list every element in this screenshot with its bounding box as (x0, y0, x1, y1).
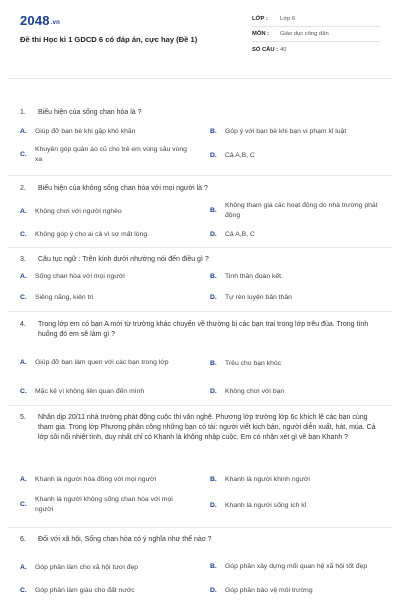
meta-value: Giáo dục công dân (280, 31, 329, 37)
meta-row-class (252, 12, 380, 27)
divider (8, 175, 392, 176)
option-letter: A. (20, 208, 27, 216)
question-1-option-b[interactable] (210, 126, 380, 138)
question-2-option-c[interactable] (20, 229, 192, 241)
meta-key: MÔN : (252, 31, 270, 37)
question-5-option-a[interactable] (20, 474, 192, 486)
question-6 (20, 535, 382, 545)
option-letter: C. (20, 294, 27, 302)
option-text: Không góp ý cho ai cả vì sợ mất lòng (35, 231, 148, 239)
option-text: Không tham gia các hoạt động do nhà trường phát động (225, 202, 378, 219)
option-text: Cả A,B, C (225, 231, 255, 239)
option-letter: D. (210, 587, 217, 595)
question-1-option-d[interactable] (210, 150, 380, 162)
option-text: Góp phần làm cho xã hội tươi đẹp (35, 564, 139, 572)
option-letter: C. (20, 388, 27, 396)
question-3-option-a[interactable] (20, 271, 192, 283)
option-text: Khanh là người không sống chan hòa với mọi người (35, 496, 173, 513)
option-letter: B. (210, 128, 217, 136)
site-logo[interactable]: 2048.vn (20, 13, 61, 28)
question-3-option-d[interactable] (210, 292, 380, 304)
divider (8, 247, 392, 248)
option-text: Mặc kệ vì không liên quan đến mình (35, 388, 145, 396)
option-letter: D. (210, 294, 217, 302)
question-3-option-c[interactable] (20, 292, 192, 304)
option-text: Góp ý với bạn bè khi bạn vi phạm kỉ luật (225, 128, 347, 136)
option-letter: D. (210, 231, 217, 239)
question-4-option-a[interactable] (20, 352, 192, 374)
question-6-option-d[interactable] (210, 585, 380, 597)
question-5-option-d[interactable] (210, 500, 380, 512)
option-letter: A. (20, 273, 27, 281)
option-letter: B. (210, 207, 217, 215)
question-4-option-c[interactable] (20, 386, 192, 398)
option-text: Góp phần xây dựng mối quan hệ xã hội tốt đẹp (225, 563, 368, 571)
option-letter: A. (20, 359, 27, 367)
question-number: 2. (20, 185, 26, 192)
option-letter: C. (20, 151, 27, 159)
option-letter: B. (210, 273, 217, 281)
meta-value: Lớp 6 (280, 16, 296, 22)
page-header (0, 0, 400, 64)
option-letter: C. (20, 587, 27, 595)
question-number: 4. (20, 321, 26, 328)
question-1 (20, 108, 382, 118)
question-4 (20, 320, 382, 340)
divider (8, 78, 392, 79)
meta-row-count (252, 42, 380, 57)
option-text: Khuyên góp quần áo cũ cho trẻ em vùng sâu vùng xa (35, 146, 187, 163)
option-text: Góp phần bảo vệ môi trường (225, 587, 313, 595)
meta-row-subject (252, 27, 380, 42)
option-text: Tự rèn luyện bản thân (225, 294, 292, 302)
option-letter: B. (210, 360, 217, 368)
option-letter: D. (210, 388, 217, 396)
option-letter: D. (210, 152, 217, 160)
question-text: Đối với xã hội, Sống chan hòa có ý nghĩa như thế nào ? (38, 536, 212, 543)
question-2-option-d[interactable] (210, 229, 380, 241)
question-4-option-d[interactable] (210, 386, 380, 398)
option-letter: A. (20, 476, 27, 484)
option-text: Không chơi với người nghèo (35, 208, 122, 216)
meta-key: LỚP : (252, 16, 268, 22)
meta-key: SỐ CÂU : (252, 46, 279, 53)
option-letter: A. (20, 128, 27, 136)
option-letter: C. (20, 231, 27, 239)
question-3-option-b[interactable] (210, 271, 380, 283)
divider (8, 405, 392, 406)
option-text: Giúp đỡ bạn bè khi gặp khó khăn (35, 128, 136, 136)
option-letter: A. (20, 564, 27, 572)
option-letter: D. (210, 502, 217, 510)
meta-value: 40 (280, 46, 287, 53)
exam-meta (252, 12, 380, 57)
question-2-option-a[interactable] (20, 206, 192, 218)
divider (8, 527, 392, 528)
question-2-option-b[interactable] (210, 200, 380, 222)
option-text: Cả A,B, C (225, 152, 255, 160)
question-1-option-a[interactable] (20, 126, 192, 138)
option-text: Góp phần làm giàu cho đất nước (35, 587, 135, 595)
question-number: 6. (20, 536, 26, 543)
option-text: Khanh là người hòa đồng với mọi người (35, 476, 157, 484)
option-letter: B. (210, 563, 217, 571)
question-number: 5. (20, 414, 26, 421)
option-text: Khanh là người khinh người (225, 476, 310, 484)
question-5-option-c[interactable] (20, 494, 192, 516)
option-text: Giúp đỡ bạn làm quen với các bạn trong lớp (35, 359, 169, 367)
option-letter: B. (210, 476, 217, 484)
question-2 (20, 184, 382, 194)
option-text: Tinh thần đoàn kết. (225, 273, 283, 281)
question-number: 3. (20, 256, 26, 263)
question-text: Nhân dịp 20/11 nhà trường phát động cuộc thi văn nghệ. Phương lớp trưởng lớp 6c khích lệ các bạn cùng tham gia. Trong lớp Phương phân công những bạn có tài: người viết kịch bản, người diễn xuất, hát, múa. Cả lớp sôi nổi nhiệt tình, duy nhất chỉ có Khanh là không nhập cuộc. Em có nhận xét gì về bạn Khanh ? (38, 414, 376, 441)
question-text: Biểu hiện của sống chan hòa là ? (38, 109, 142, 116)
option-text: Sống chan hòa với mọi người (35, 273, 125, 281)
question-text: Câu tục ngữ : Trên kính dưới nhường nói đến điều gì ? (38, 256, 209, 263)
divider (8, 311, 392, 312)
question-6-option-b[interactable] (210, 556, 380, 578)
option-text: Khanh là người sống ích kỉ (225, 502, 307, 510)
question-6-option-c[interactable] (20, 585, 192, 597)
question-6-option-a[interactable] (20, 562, 192, 574)
question-5-option-b[interactable] (210, 474, 380, 486)
option-letter: C. (20, 501, 27, 509)
question-1-option-c[interactable] (20, 144, 192, 166)
question-4-option-b[interactable] (210, 358, 380, 370)
question-3 (20, 255, 382, 265)
option-text: Trêu cho bạn khóc (225, 360, 282, 368)
question-number: 1. (20, 109, 26, 116)
exam-title: Đề thi Học kì 1 GDCD 6 có đáp án, cực hay (Đề 1) (20, 35, 198, 44)
option-text: Siêng năng, kiên trì (35, 294, 94, 302)
question-5 (20, 413, 382, 443)
question-text: Biểu hiện của không sống chan hòa với mọi người là ? (38, 185, 208, 192)
option-text: Không chơi với bạn (225, 388, 285, 396)
question-text: Trong lớp em có bạn A mới từ trường khác chuyển về thường bị các bạn trai trong lớp trêu đùa. Trong tình huống đó em sẽ làm gì ? (38, 321, 369, 338)
